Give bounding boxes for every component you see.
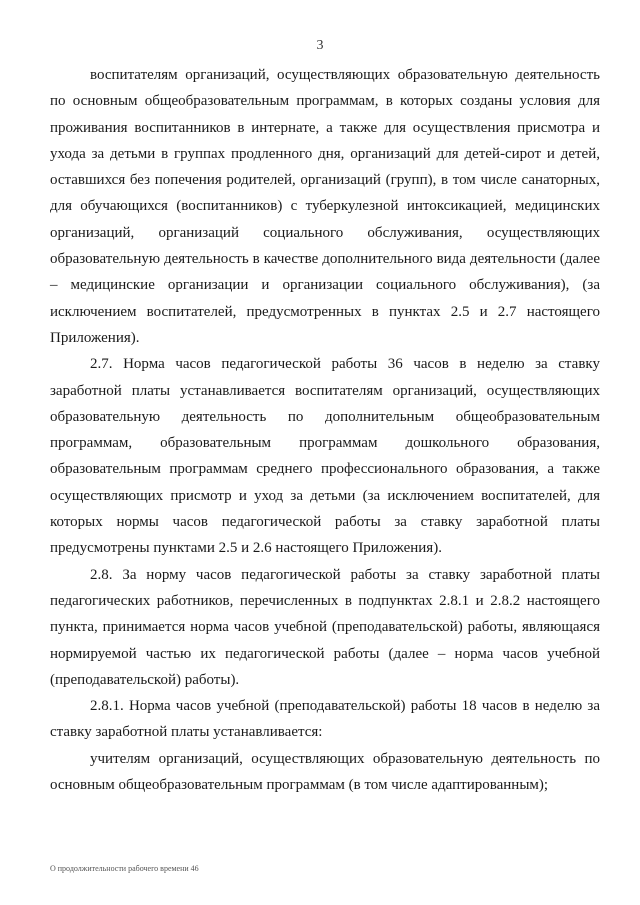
paragraph-teachers: учителям организаций, осуществляющих образовательную деятельность по основным общеобразовательным программам (в том числе адаптированным); [50, 750, 600, 794]
paragraph-2-7: 2.7. Норма часов педагогической работы 36 часов в неделю за ставку заработной платы устанавливается воспитателям организаций, осуществляющих образовательную деятельность по дополнительным общеобразовательным программам, образовательным программам дошкольного образования, образовательным программам среднего профессионального образования, а также осуществляющих присмотр и уход за детьми (за исключением воспитателей, для которых нормы часов педагогической работы за ставку заработной платы предусмотрены пунктами 2.5 и 2.6 настоящего Приложения). [50, 356, 600, 557]
paragraph-continuation: воспитателям организаций, осуществляющих образовательную деятельность по основным общеобразовательным программам, в которых созданы условия для проживания воспитанников в интернате, а также для осуществления присмотра и ухода за детьми в группах продленного дня, организаций для детей-сирот и детей, оставшихся без попечения родителей, организаций (групп), в том числе санаторных, для обучающихся (воспитанников) с туберкулезной интоксикацией, медицинских организаций, организаций социального обслуживания, осуществляющих образовательную деятельность в качестве дополнительного вида деятельности (далее – медицинские организации и организации социального обслуживания), (за исключением воспитателей, предусмотренных в пунктах 2.5 и 2.7 настоящего Приложения). [50, 67, 600, 346]
footer-note: О продолжительности рабочего времени 46 [50, 864, 199, 873]
page-number: 3 [316, 38, 324, 53]
paragraph-2-8-1: 2.8.1. Норма часов учебной (преподавательской) работы 18 часов в неделю за ставку заработной платы устанавливается: [50, 698, 600, 741]
paragraph-2-8: 2.8. За норму часов педагогической работы за ставку заработной платы педагогических работников, перечисленных в подпунктах 2.8.1 и 2.8.2 настоящего пункта, принимается норма часов учебной (преподавательской) работы, являющаяся нормируемой частью их педагогической работы (далее – норма часов учебной (преподавательской) работы). [50, 566, 600, 688]
document-body [50, 62, 600, 798]
